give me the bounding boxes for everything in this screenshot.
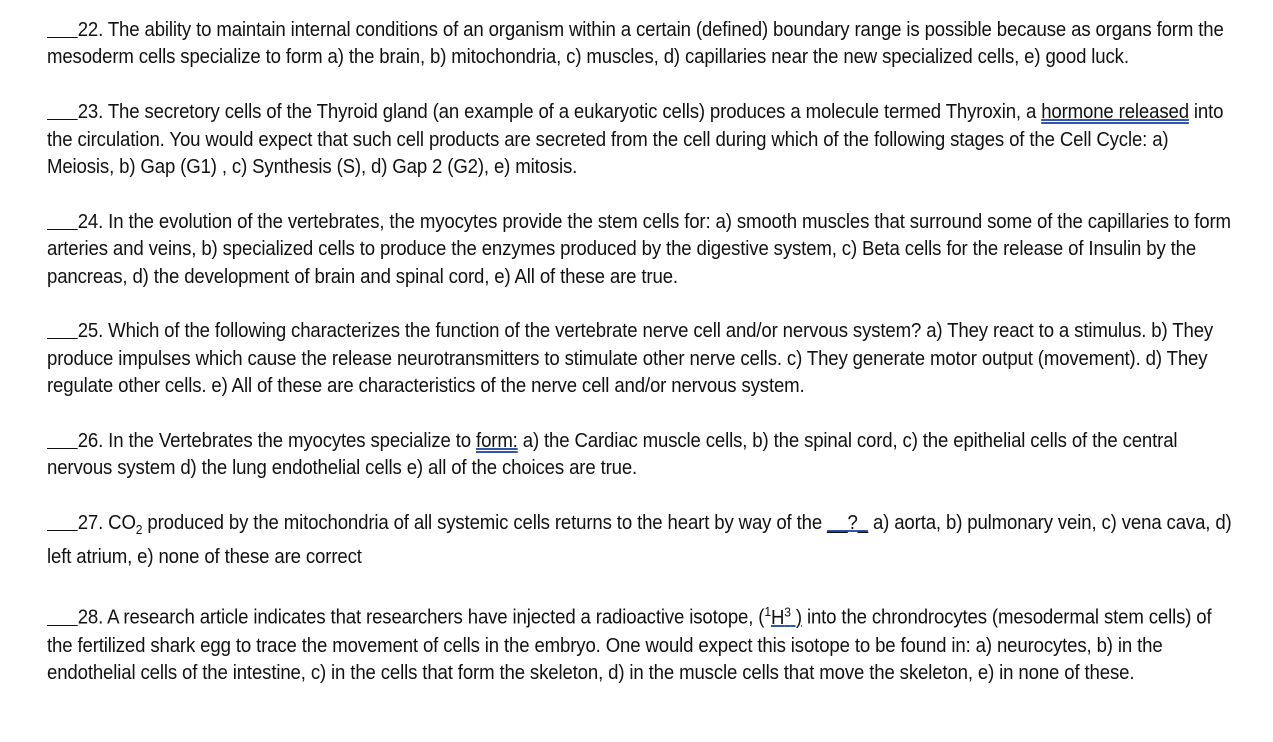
question-number: 28. [77, 607, 104, 630]
question-text-start: The secretory cells of the Thyroid gland (an example of a eukaryotic cells) produces a molecule termed Thyroxin, a [107, 101, 1042, 124]
question-text: In the evolution of the vertebrates, the myocytes provide the stem cells for: a) smooth muscles that surround some of the capillaries to form arteries and veins, b) specialized cells to produce the enzymes produced by the digestive system, c) Beta cells for the release of Insulin by the pancreas, d) the development of brain and spinal cord, e) All of these are true. [47, 210, 1231, 288]
answer-blank[interactable] [47, 510, 78, 531]
question-text: The ability to maintain internal conditions of an organism within a certain (defined) boundary range is possible because as organs form the mesoderm cells specialize to form a) the brain, b) mitochondria, c) muscles, d) capillaries near the new specialized cells, e) good luck. [47, 19, 1224, 69]
question-number: 22. [77, 19, 104, 41]
flagged-phrase: hormone released [1041, 101, 1189, 124]
question-text-end: into the circulation. You would expect that such cell products are secreted from the cell during which of the following stages of the Cell Cycle: a) Meiosis, b) Gap (G1) , c) Synthesis (S), d) Gap 2 (G2), e) mitosis. [47, 101, 1224, 179]
question-27 [47, 510, 1237, 571]
answer-blank[interactable] [47, 17, 78, 38]
question-25 [47, 318, 1237, 400]
answer-blank[interactable] [47, 209, 78, 230]
isotope-symbol [770, 604, 802, 630]
question-number: 27. [77, 512, 104, 535]
superscript: 3 [784, 604, 791, 620]
question-text-end: a) the Cardiac muscle cells, b) the spinal cord, c) the epithelial cells of the central nervous system d) the lung endothelial cells e) all of the choices are true. [47, 430, 1178, 480]
question-text-end: into the chrondrocytes (mesodermal stem cells) of the fertilized shark egg to trace the movement of cells in the embryo. One would expect this isotope to be found in: a) neurocytes, b) in the endothelial cells of the intestine, c) in the cells that form the skeleton, d) in the muscle cells that move the skeleton, e) in none of these. [47, 607, 1212, 684]
closing-paren: ) [790, 607, 802, 630]
answer-blank[interactable] [47, 605, 78, 626]
question-22 [47, 17, 1237, 72]
answer-blank[interactable] [47, 318, 78, 339]
flagged-phrase: form: [476, 430, 518, 453]
question-text-start: CO [108, 512, 136, 535]
subscript: 2 [135, 522, 143, 538]
question-text-start: In the Vertebrates the myocytes specialize to [108, 430, 477, 453]
question-24 [47, 209, 1237, 291]
answer-blank[interactable] [47, 99, 78, 120]
question-text-start: A research article indicates that researchers have injected a radioactive isotope, ( [107, 607, 765, 630]
question-26 [47, 428, 1237, 483]
question-text-end: a) aorta, b) pulmonary vein, c) vena cava, d) left atrium, e) none of these are correct [47, 512, 1232, 568]
inline-blank: __?_ [827, 512, 868, 535]
answer-blank[interactable] [47, 428, 78, 449]
question-number: 24. [77, 210, 104, 233]
question-number: 23. [77, 101, 104, 124]
question-23 [47, 99, 1237, 181]
question-28 [47, 598, 1237, 687]
question-number: 25. [77, 320, 104, 343]
superscript: 1 [764, 604, 771, 620]
element-symbol: H [770, 607, 785, 630]
question-number: 26. [77, 430, 104, 453]
question-text-middle: produced by the mitochondria of all systemic cells returns to the heart by way of the [142, 512, 828, 535]
question-text: Which of the following characterizes the function of the vertebrate nerve cell and/or nervous system? a) They react to a stimulus. b) They produce impulses which cause the release neurotransmitters to stimulate other nerve cells. c) They generate motor output (movement). d) They regulate other cells. e) All of these are characteristics of the nerve cell and/or nervous system. [47, 320, 1214, 398]
